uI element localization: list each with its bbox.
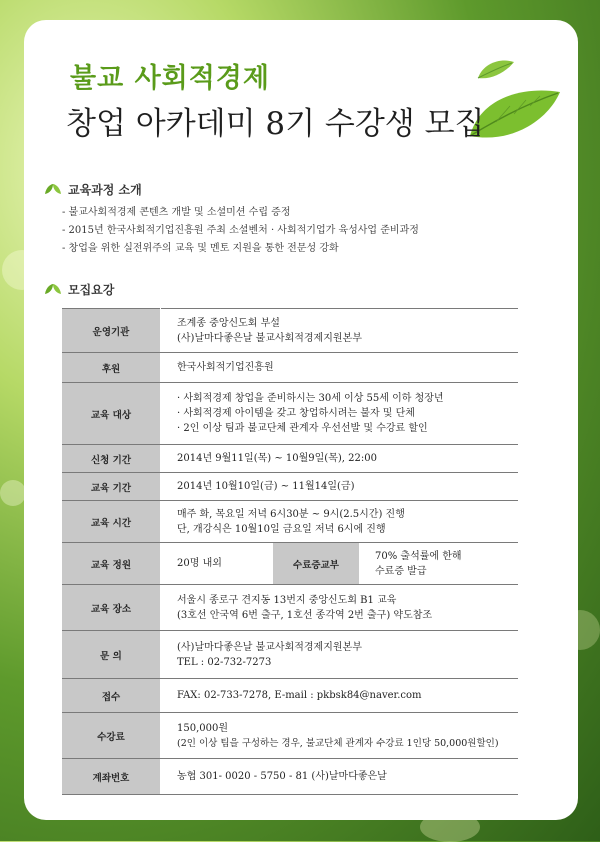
value-line: 한국사회적기업진흥원 [177,362,274,373]
row-label: 교육 대상 [62,383,161,445]
row-value [161,383,519,445]
row-value [161,501,519,543]
row-label: 교육 기간 [62,473,161,501]
table-row [62,585,518,631]
row-value [161,759,519,795]
row-value [161,445,519,473]
row-label: 문 의 [62,631,161,679]
value-line: 매주 화, 목요일 저녁 6시30분 ~ 9시(2.5시간) 진행 [177,508,405,520]
section-heading-text: 교육과정 소개 [68,182,142,197]
value-line: 150,000원 [177,722,229,734]
value-line: 70% 출석률에 한해 [375,550,462,562]
row-sub-label: 수료증교부 [273,543,359,585]
row-label: 신청 기간 [62,445,161,473]
leaf-bullet-icon [44,283,62,295]
recruitment-table [62,308,518,795]
row-value [161,473,519,501]
list-item: - 불교사회적경제 콘텐츠 개발 및 소셜미션 수립 증정 [62,207,291,218]
value-line: 20명 내외 [177,558,222,569]
table-row [62,543,518,585]
title-line1: 불교 사회적경제 [70,63,270,94]
row-value [161,713,519,759]
value-line: (사)날마다좋은날 불교사회적경제지원본부 [177,641,362,653]
table-row [62,631,518,679]
list-item: - 2015년 한국사회적기업진흥원 주최 소셜벤처 · 사회적기업가 육성사업 준비과정 [62,225,419,236]
section-heading-text: 모집요강 [68,282,115,297]
section-heading-recruit [44,280,114,298]
row-value [161,309,519,353]
value-line: 단, 개강식은 10월10일 금요일 저녁 6시에 진행 [177,523,386,535]
row-value [161,679,519,713]
row-value [161,585,519,631]
value-line: FAX: 02-733-7278, E-mail : pkbsk84@naver.com [177,690,422,701]
row-value [161,353,519,383]
table-row [62,445,518,473]
table-row [62,713,518,759]
section-heading-intro [44,180,142,198]
row-label: 교육 정원 [62,543,161,585]
table-row [62,309,518,353]
row-label: 교육 장소 [62,585,161,631]
row-label: 수강료 [62,713,161,759]
value-line: (2인 이상 팀을 구성하는 경우, 불교단체 관계자 수강료 1인당 50,000원할인) [177,737,499,749]
row-label: 접수 [62,679,161,713]
row-label: 교육 시간 [62,501,161,543]
row-sub-value [359,543,518,585]
intro-list [62,204,542,258]
row-label: 계좌번호 [62,759,161,795]
value-line: TEL : 02-732-7273 [177,656,272,668]
value-line: 농협 301- 0020 - 5750 - 81 (사)날마다좋은날 [177,771,387,782]
row-value [161,543,274,585]
value-line: 수료증 발급 [375,565,427,577]
table-row [62,679,518,713]
value-line: 조계종 중앙신도회 부설 [177,317,280,329]
small-leaf-icon [476,58,516,82]
value-line: · 사회적경제 아이템을 갖고 창업하시려는 불자 및 단체 [177,408,415,419]
background-bokeh [0,480,26,506]
table-row [62,383,518,445]
value-line: (사)날마다좋은날 불교사회적경제지원본부 [177,332,362,344]
page-title: 창업 아카데미 8기 수강생 모집 [66,106,485,142]
value-line: · 2인 이상 팀과 불교단체 관계자 우선선발 및 수강료 할인 [177,423,428,434]
list-item: - 창업을 위한 실전위주의 교육 및 멘토 지원을 통한 전문성 강화 [62,243,339,254]
value-line: 2014년 10월10일(금) ~ 11월14일(금) [177,481,355,492]
value-line: 2014년 9월11일(목) ~ 10월9일(목), 22:00 [177,453,377,464]
row-label: 후원 [62,353,161,383]
table-row [62,473,518,501]
value-line: · 사회적경제 창업을 준비하시는 30세 이상 55세 이하 청장년 [177,393,444,404]
row-value [161,631,519,679]
table-row [62,759,518,795]
value-line: 서울시 종로구 견지동 13번지 중앙신도회 B1 교육 [177,594,397,606]
value-line: (3호선 안국역 6번 출구, 1호선 종각역 2번 출구) 약도참조 [177,609,433,621]
table-row [62,353,518,383]
table-row [62,501,518,543]
leaf-bullet-icon [44,183,62,195]
row-label: 운영기관 [62,309,161,353]
